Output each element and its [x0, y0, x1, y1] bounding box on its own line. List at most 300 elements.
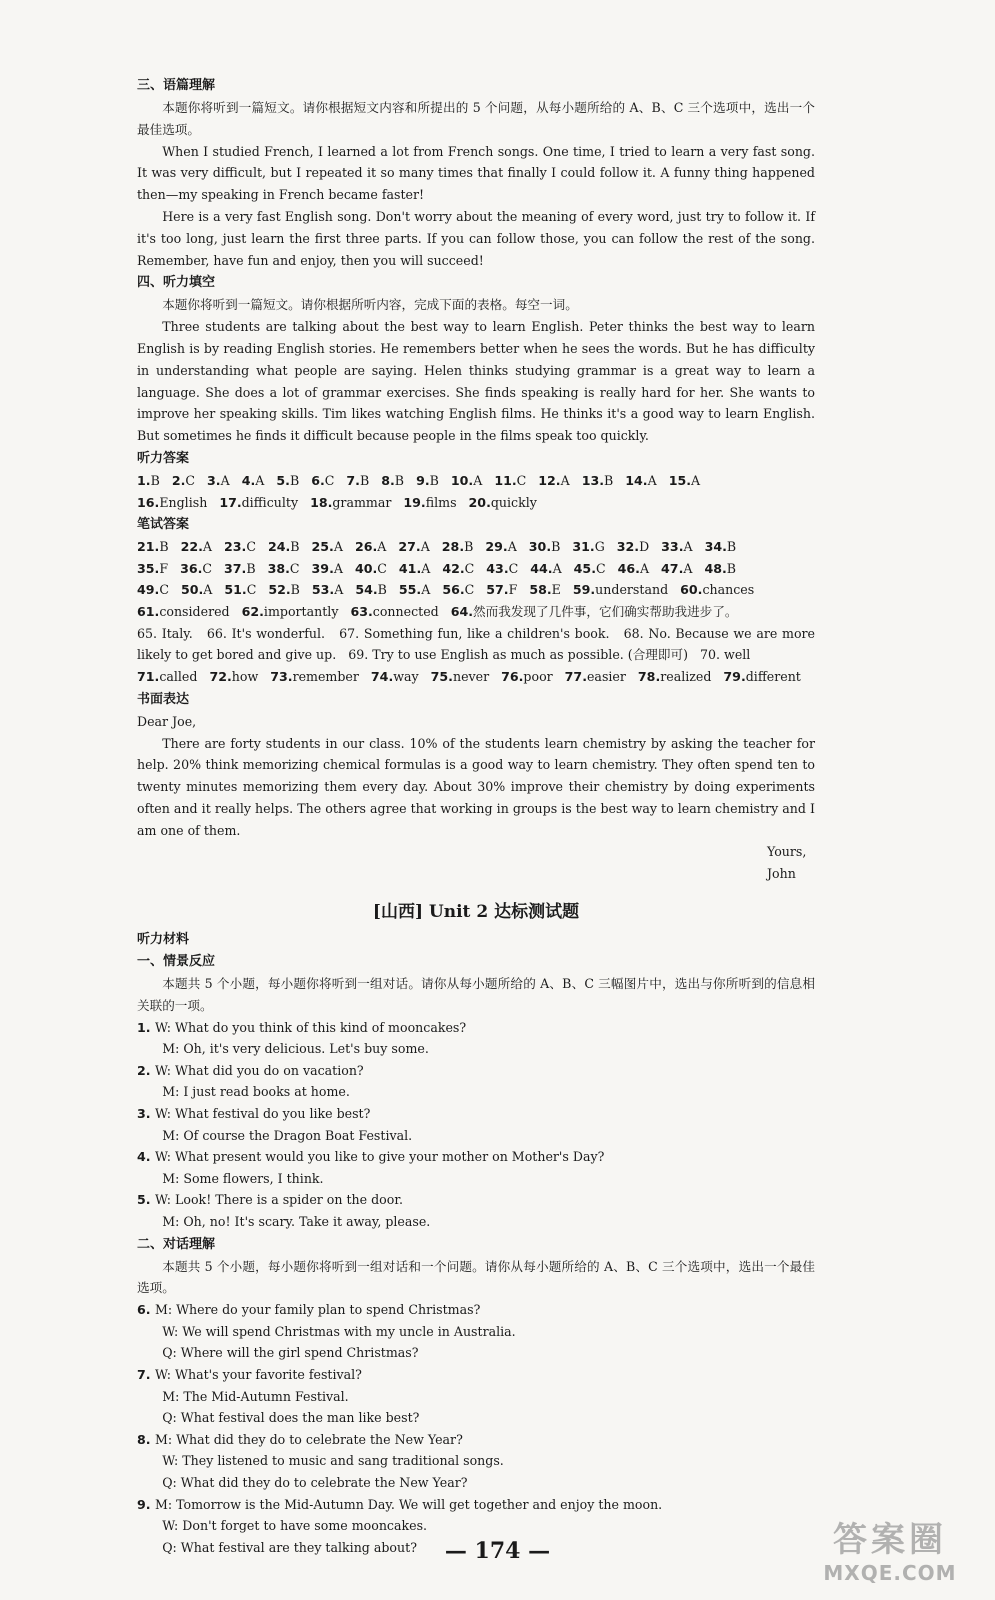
- answer-value: A: [333, 560, 343, 576]
- answer-item: [355, 558, 387, 580]
- dialogue-line: [137, 1321, 815, 1343]
- letter-closing: Yours,: [767, 844, 807, 860]
- answer-item: [403, 492, 456, 514]
- answer-value: C: [516, 472, 527, 488]
- answer-value: B: [429, 472, 439, 488]
- dialogue-line: [137, 1494, 815, 1516]
- section-heading-2: 二、对话理解: [137, 1236, 216, 1252]
- answer-value: C: [377, 560, 387, 576]
- answer-number: 10.: [450, 472, 474, 488]
- answer-number: 44.: [530, 560, 553, 576]
- answer-value: F: [159, 560, 169, 576]
- answer-value: C: [202, 560, 213, 576]
- watermark-url: MXQE.COM: [823, 1561, 957, 1585]
- dialogue-line: [137, 1146, 815, 1168]
- letter-body: There are forty students in our class. 10% of the students learn chemistry by asking the teacher for help. 20% think memorizing chemical formulas is a good way to learn chemistry. They often spend ten to twenty minutes memorizing them every day. About 30% improve their chemistry by doing experiments often and it really helps. The others agree that working in groups is the best way to learn chemistry and I am one of them.: [137, 735, 815, 838]
- answer-item: [137, 579, 169, 601]
- page-number: — 174 —: [444, 1538, 551, 1564]
- answer-number: 15.: [668, 472, 691, 488]
- answer-value: way: [393, 669, 419, 685]
- dialogue-text: M: I just read books at home.: [162, 1084, 350, 1100]
- dialogue-text: M: Of course the Dragon Boat Festival.: [162, 1127, 413, 1143]
- dialogue-line: [137, 1429, 815, 1451]
- answer-item: [469, 492, 537, 514]
- answer-value: English: [159, 494, 208, 510]
- answer-number: 5.: [276, 472, 290, 488]
- answer-item: [661, 536, 692, 558]
- dialogue-line: [137, 1103, 815, 1125]
- answer-number: 63.: [350, 603, 373, 619]
- dialogue-line: [137, 1189, 815, 1211]
- answer-item: [572, 536, 604, 558]
- answer-value: C: [289, 560, 300, 576]
- answer-number: 26.: [354, 539, 378, 555]
- answer-item: [207, 470, 230, 492]
- answer-number: 9.: [416, 472, 430, 488]
- answer-value: A: [639, 560, 650, 576]
- answer-item: [268, 579, 300, 601]
- item-number: 3.: [137, 1106, 155, 1122]
- answer-number: 73.: [270, 669, 293, 685]
- section-heading-4: 四、听力填空: [137, 275, 216, 291]
- dialogue-line: [137, 1081, 815, 1103]
- instruction: 本题共 5 个小题，每小题你将听到一组对话。请你从每小题所给的 A、B、C 三幅图片中，选出与你所听到的信息相关联的一项。: [137, 976, 815, 1013]
- answer-number: 57.: [486, 582, 509, 598]
- instruction: 本题共 5 个小题，每小题你将听到一组对话和一个问题。请你从每小题所给的 A、B、C 三个选项中，选出一个最佳选项。: [137, 1258, 815, 1296]
- writing-heading: 书面表达: [137, 691, 190, 707]
- passage-paragraph: When I studied French, I learned a lot from French songs. One time, I tried to learn a very fast song. It was very difficult, but I repeated it so many times that finally I could follow it. A funny thing happened then—my speaking in French became faster!: [137, 143, 815, 203]
- answer-number: 12.: [538, 472, 561, 488]
- answer-number: 62.: [241, 603, 264, 619]
- section-heading-1: 一、情景反应: [137, 954, 216, 970]
- answer-number: 53.: [311, 582, 335, 598]
- dialogue-text: W: What's your favorite festival?: [154, 1366, 362, 1382]
- dialogue-line: [137, 1168, 815, 1190]
- answer-item: [530, 558, 561, 580]
- answer-item: 68. No. Because we are more likely to get bored and give up.: [137, 625, 816, 663]
- answer-number: 45.: [573, 560, 596, 576]
- answer-value: A: [421, 582, 431, 598]
- answer-value: easier: [586, 669, 626, 685]
- answer-item: [574, 558, 606, 580]
- answer-value: considered: [159, 603, 230, 619]
- answer-row-long: [137, 623, 815, 667]
- answer-number: 46.: [617, 560, 640, 576]
- dialogue-list: [137, 1017, 815, 1233]
- answer-number: 24.: [267, 539, 291, 555]
- answer-item: [442, 558, 474, 580]
- answer-value: A: [507, 539, 517, 555]
- answer-item: [355, 536, 386, 558]
- answer-item: [451, 601, 738, 623]
- answer-value: B: [604, 472, 614, 488]
- answer-item: [209, 666, 258, 688]
- dialogue-text: W: Don't forget to have some mooncakes.: [162, 1518, 428, 1534]
- dialogue-line: [137, 1211, 815, 1233]
- answer-item: [137, 492, 207, 514]
- letter-signature: John: [767, 866, 796, 882]
- answer-item: [529, 536, 561, 558]
- dialogue-line: [137, 1450, 815, 1472]
- dialogue-text: M: Oh, it's very delicious. Let's buy some.: [162, 1041, 429, 1057]
- answer-number: 1.: [137, 472, 151, 488]
- answer-number: 60.: [680, 582, 703, 598]
- answer-value: B: [726, 539, 737, 555]
- dialogue-line: [137, 1364, 815, 1386]
- answer-item: [224, 536, 256, 558]
- dialogue-text: M: Oh, no! It's scary. Take it away, please.: [162, 1214, 431, 1230]
- answer-number: 78.: [637, 669, 661, 685]
- answer-number: 64.: [450, 603, 474, 619]
- answer-row: [137, 492, 815, 514]
- answer-item: [224, 579, 256, 601]
- answer-row: [137, 558, 815, 580]
- answer-number: 34.: [704, 539, 727, 555]
- dialogue-text: M: What did they do to celebrate the New Year?: [154, 1431, 463, 1447]
- answer-item: [494, 470, 526, 492]
- answer-value: B: [394, 472, 405, 488]
- answer-number: 19.: [403, 494, 426, 510]
- item-number: 4.: [137, 1149, 155, 1165]
- answer-value: B: [377, 582, 387, 598]
- item-number: 1.: [137, 1019, 155, 1035]
- answer-value: B: [289, 472, 300, 488]
- answer-value: A: [220, 472, 230, 488]
- answer-number: 74.: [370, 669, 394, 685]
- answer-item: [312, 579, 343, 601]
- answer-item: [618, 558, 649, 580]
- answer-item: [219, 492, 298, 514]
- answer-value: B: [290, 539, 300, 555]
- watermark-logo: [805, 1512, 975, 1585]
- unit-title: [山西] Unit 2 达标测试题: [372, 902, 580, 923]
- answer-value: A: [255, 472, 265, 488]
- answer-item: [137, 666, 197, 688]
- dialogue-line: [137, 1038, 815, 1060]
- answer-number: 51.: [224, 582, 247, 598]
- answer-number: 58.: [529, 582, 552, 598]
- answer-item: [638, 666, 712, 688]
- answer-number: 54.: [355, 582, 378, 598]
- answer-number: 31.: [572, 539, 595, 555]
- answer-value: A: [683, 560, 693, 576]
- dialogue-line: [137, 1342, 815, 1364]
- answer-value: importantly: [263, 603, 339, 619]
- answer-item: [242, 601, 339, 623]
- dialogue-text: W: What do you think of this kind of mooncakes?: [154, 1019, 467, 1035]
- answer-number: 29.: [485, 539, 508, 555]
- answer-number: 79.: [723, 669, 746, 685]
- answer-value: C: [159, 582, 169, 598]
- answer-item: [451, 470, 482, 492]
- dialogue-line: [137, 1472, 815, 1494]
- answer-item: [625, 470, 656, 492]
- answer-value: connected: [372, 603, 439, 619]
- answer-value: A: [334, 582, 344, 598]
- dialogue-text: M: The Mid-Autumn Festival.: [162, 1388, 349, 1404]
- answer-value: C: [185, 472, 196, 488]
- answer-item: 66. It's wonderful.: [206, 625, 326, 641]
- listening-material-heading: 听力材料: [137, 932, 190, 948]
- answer-number: 36.: [180, 560, 203, 576]
- answer-value: C: [595, 560, 606, 576]
- answer-value: called: [159, 669, 198, 685]
- answer-value: quickly: [490, 494, 537, 510]
- answer-value: 然而我发现了几件事，它们确实帮助我进步了。: [473, 603, 738, 619]
- item-number: 9.: [137, 1496, 155, 1512]
- answer-value: C: [464, 582, 475, 598]
- answer-number: 7.: [346, 472, 360, 488]
- answer-item: [224, 558, 256, 580]
- answer-value: B: [551, 539, 561, 555]
- dialogue-line: [137, 1407, 815, 1429]
- section-heading-3: 三、语篇理解: [137, 78, 216, 93]
- answer-number: 52.: [268, 582, 291, 598]
- answer-value: A: [691, 472, 701, 488]
- answer-item: [573, 579, 668, 601]
- dialogue-line: [137, 1017, 815, 1039]
- answer-item: [485, 536, 516, 558]
- answer-number: 14.: [625, 472, 648, 488]
- answer-row: [137, 536, 815, 558]
- watermark-text: 答案圈: [833, 1520, 947, 1560]
- answer-number: 38.: [267, 560, 290, 576]
- answer-value: realized: [660, 669, 712, 685]
- letter-greeting: Dear Joe,: [137, 713, 197, 729]
- answer-value: A: [202, 539, 212, 555]
- answer-value: C: [464, 560, 475, 576]
- answer-number: 11.: [494, 472, 517, 488]
- answer-item: [529, 579, 561, 601]
- answer-number: 27.: [398, 539, 421, 555]
- answer-number: 43.: [486, 560, 509, 576]
- answer-item: [669, 470, 700, 492]
- answer-item: [181, 579, 212, 601]
- answer-item: 69. Try to use English as much as possible. (合理即可): [348, 647, 688, 663]
- answer-item: [704, 558, 736, 580]
- item-number: 2.: [137, 1062, 155, 1078]
- dialogue-text: W: What did you do on vacation?: [154, 1062, 364, 1078]
- answer-value: A: [647, 472, 657, 488]
- item-number: 5.: [137, 1192, 155, 1208]
- dialogue-text: M: Tomorrow is the Mid-Autumn Day. We will get together and enjoy the moon.: [154, 1496, 663, 1512]
- answer-item: [486, 558, 518, 580]
- answer-number: 77.: [564, 669, 587, 685]
- answer-number: 20.: [468, 494, 491, 510]
- answer-item: [181, 536, 212, 558]
- dialogue-line: [137, 1125, 815, 1147]
- answer-item: [371, 666, 419, 688]
- answer-value: A: [473, 472, 483, 488]
- answer-item: [398, 536, 429, 558]
- answer-value: E: [551, 582, 561, 598]
- answer-item: [381, 470, 404, 492]
- answer-value: grammar: [332, 494, 392, 510]
- answer-item: [276, 470, 299, 492]
- answer-value: C: [246, 539, 256, 555]
- answer-value: poor: [523, 669, 553, 685]
- answer-value: A: [552, 560, 562, 576]
- answer-value: C: [246, 582, 257, 598]
- answer-number: 61.: [137, 603, 160, 619]
- answer-number: 37.: [224, 560, 247, 576]
- answer-number: 49.: [137, 582, 160, 598]
- answer-number: 28.: [441, 539, 465, 555]
- answer-item: [416, 470, 439, 492]
- answer-item: 65. Italy.: [137, 625, 193, 641]
- answer-item: [270, 666, 359, 688]
- answer-number: 32.: [616, 539, 640, 555]
- answer-value: films: [425, 494, 457, 510]
- dialogue-text: W: We will spend Christmas with my uncle in Australia.: [162, 1323, 516, 1339]
- instruction: 本题你将听到一篇短文。请你根据短文内容和所提出的 5 个问题，从每小题所给的 A、B、C 三个选项中，选出一个最佳选项。: [137, 100, 815, 137]
- answer-item: [431, 666, 489, 688]
- answer-number: 39.: [311, 560, 334, 576]
- answer-item: [312, 536, 343, 558]
- answer-item: [310, 492, 391, 514]
- answer-value: A: [203, 582, 213, 598]
- answer-item: [137, 536, 169, 558]
- dialogue-list: [137, 1299, 815, 1558]
- written-answers-heading: 笔试答案: [137, 517, 190, 533]
- passage-paragraph: Here is a very fast English song. Don't worry about the meaning of every word, just try to follow it. If it's too long, just learn the first three parts. If you can follow those, you can follow the rest of the song. Remember, have fun and enjoy, then you will succeed!: [137, 208, 815, 268]
- answer-number: 23.: [224, 539, 247, 555]
- answer-number: 33.: [661, 539, 684, 555]
- answer-item: [442, 579, 474, 601]
- instruction: 本题你将听到一篇短文。请你根据所听内容，完成下面的表格。每空一词。: [162, 297, 578, 313]
- answer-value: B: [159, 539, 169, 555]
- answer-number: 3.: [207, 472, 221, 488]
- answer-value: A: [421, 560, 431, 576]
- answer-value: B: [246, 560, 256, 576]
- answer-item: [311, 470, 334, 492]
- answer-row: [137, 601, 815, 623]
- answer-number: 30.: [528, 539, 552, 555]
- answer-number: 18.: [310, 494, 333, 510]
- answer-number: 25.: [311, 539, 334, 555]
- dialogue-text: W: They listened to music and sang traditional songs.: [162, 1453, 504, 1469]
- answer-item: [137, 470, 160, 492]
- answer-value: B: [464, 539, 474, 555]
- answer-number: 16.: [137, 494, 160, 510]
- dialogue-text: M: Where do your family plan to spend Christmas?: [154, 1302, 481, 1318]
- answer-number: 42.: [442, 560, 465, 576]
- item-number: 6.: [137, 1302, 155, 1318]
- answer-value: A: [420, 539, 430, 555]
- answer-item: [268, 536, 300, 558]
- answer-value: B: [359, 472, 370, 488]
- answer-item: [180, 558, 212, 580]
- answer-number: 8.: [381, 472, 395, 488]
- answer-number: 55.: [398, 582, 422, 598]
- answer-number: 22.: [180, 539, 203, 555]
- answer-number: 48.: [704, 560, 727, 576]
- answer-number: 71.: [137, 669, 160, 685]
- answer-value: F: [508, 582, 518, 598]
- answer-item: [346, 470, 369, 492]
- answer-value: chances: [702, 582, 755, 598]
- answer-item: [501, 666, 553, 688]
- answer-number: 41.: [398, 560, 422, 576]
- answer-number: 59.: [572, 582, 596, 598]
- answer-item: [582, 470, 614, 492]
- answer-item: [723, 666, 800, 688]
- answer-number: 50.: [180, 582, 204, 598]
- dialogue-text: M: Some flowers, I think.: [162, 1170, 324, 1186]
- listening-answers-heading: 听力答案: [137, 450, 190, 466]
- answer-item: [137, 601, 230, 623]
- answer-number: 47.: [661, 560, 684, 576]
- answer-item: [399, 558, 430, 580]
- answer-number: 56.: [442, 582, 465, 598]
- dialogue-line: [137, 1060, 815, 1082]
- answer-value: remember: [292, 669, 359, 685]
- answer-item: [172, 470, 195, 492]
- dialogue-text: Q: What festival does the man like best?: [162, 1410, 420, 1426]
- answer-number: 75.: [430, 669, 453, 685]
- answer-item: [399, 579, 430, 601]
- item-number: 8.: [137, 1431, 155, 1447]
- dialogue-text: W: Look! There is a spider on the door.: [154, 1192, 403, 1208]
- dialogue-text: Q: Where will the girl spend Christmas?: [162, 1345, 419, 1361]
- answer-item: [538, 470, 569, 492]
- answer-value: A: [333, 539, 343, 555]
- item-number: 7.: [137, 1366, 155, 1382]
- answer-item: [355, 579, 387, 601]
- answer-value: B: [726, 560, 737, 576]
- answer-number: 17.: [219, 494, 242, 510]
- answer-value: B: [150, 472, 160, 488]
- answer-value: G: [594, 539, 605, 555]
- answer-number: 4.: [241, 472, 256, 488]
- answer-item: [312, 558, 343, 580]
- answer-item: [350, 601, 438, 623]
- answer-number: 40.: [354, 560, 378, 576]
- answer-value: C: [324, 472, 335, 488]
- answer-number: 2.: [171, 472, 186, 488]
- answer-value: never: [452, 669, 490, 685]
- answer-value: C: [508, 560, 519, 576]
- page-content: [137, 74, 815, 1558]
- answer-number: 6.: [311, 472, 325, 488]
- answer-item: [680, 579, 754, 601]
- answer-item: [442, 536, 474, 558]
- dialogue-line: [137, 1515, 815, 1537]
- answer-value: how: [231, 669, 259, 685]
- answer-number: 72.: [209, 669, 232, 685]
- answer-value: understand: [595, 582, 669, 598]
- dialogue-line: [137, 1386, 815, 1408]
- dialogue-text: Q: What festival are they talking about?: [162, 1539, 417, 1555]
- answer-item: [268, 558, 300, 580]
- answer-row: [137, 470, 815, 492]
- dialogue-text: Q: What did they do to celebrate the New Year?: [162, 1474, 468, 1490]
- answer-value: B: [290, 582, 300, 598]
- answer-value: different: [745, 669, 801, 685]
- answer-value: A: [560, 472, 570, 488]
- answer-number: 21.: [137, 539, 160, 555]
- answer-row: [137, 579, 815, 601]
- answer-item: [486, 579, 517, 601]
- dialogue-text: W: What festival do you like best?: [154, 1106, 371, 1122]
- answer-value: D: [639, 539, 650, 555]
- passage-paragraph: Three students are talking about the best way to learn English. Peter thinks the best way to learn English is by reading English stories. He remembers better when he sees the words. But he has difficulty in understanding what people are saying. Helen thinks studying grammar is a great way to learn a language. She does a lot of grammar exercises. She finds speaking is really hard for her. She wants to improve her speaking skills. Tim likes watching English films. He thinks it's a good way to learn English. But sometimes he finds it difficult because people in the films speak too quickly.: [137, 319, 815, 444]
- answer-item: [242, 470, 265, 492]
- answer-item: [705, 536, 737, 558]
- answer-number: 76.: [501, 669, 524, 685]
- answer-item: [661, 558, 692, 580]
- answer-number: 13.: [581, 472, 604, 488]
